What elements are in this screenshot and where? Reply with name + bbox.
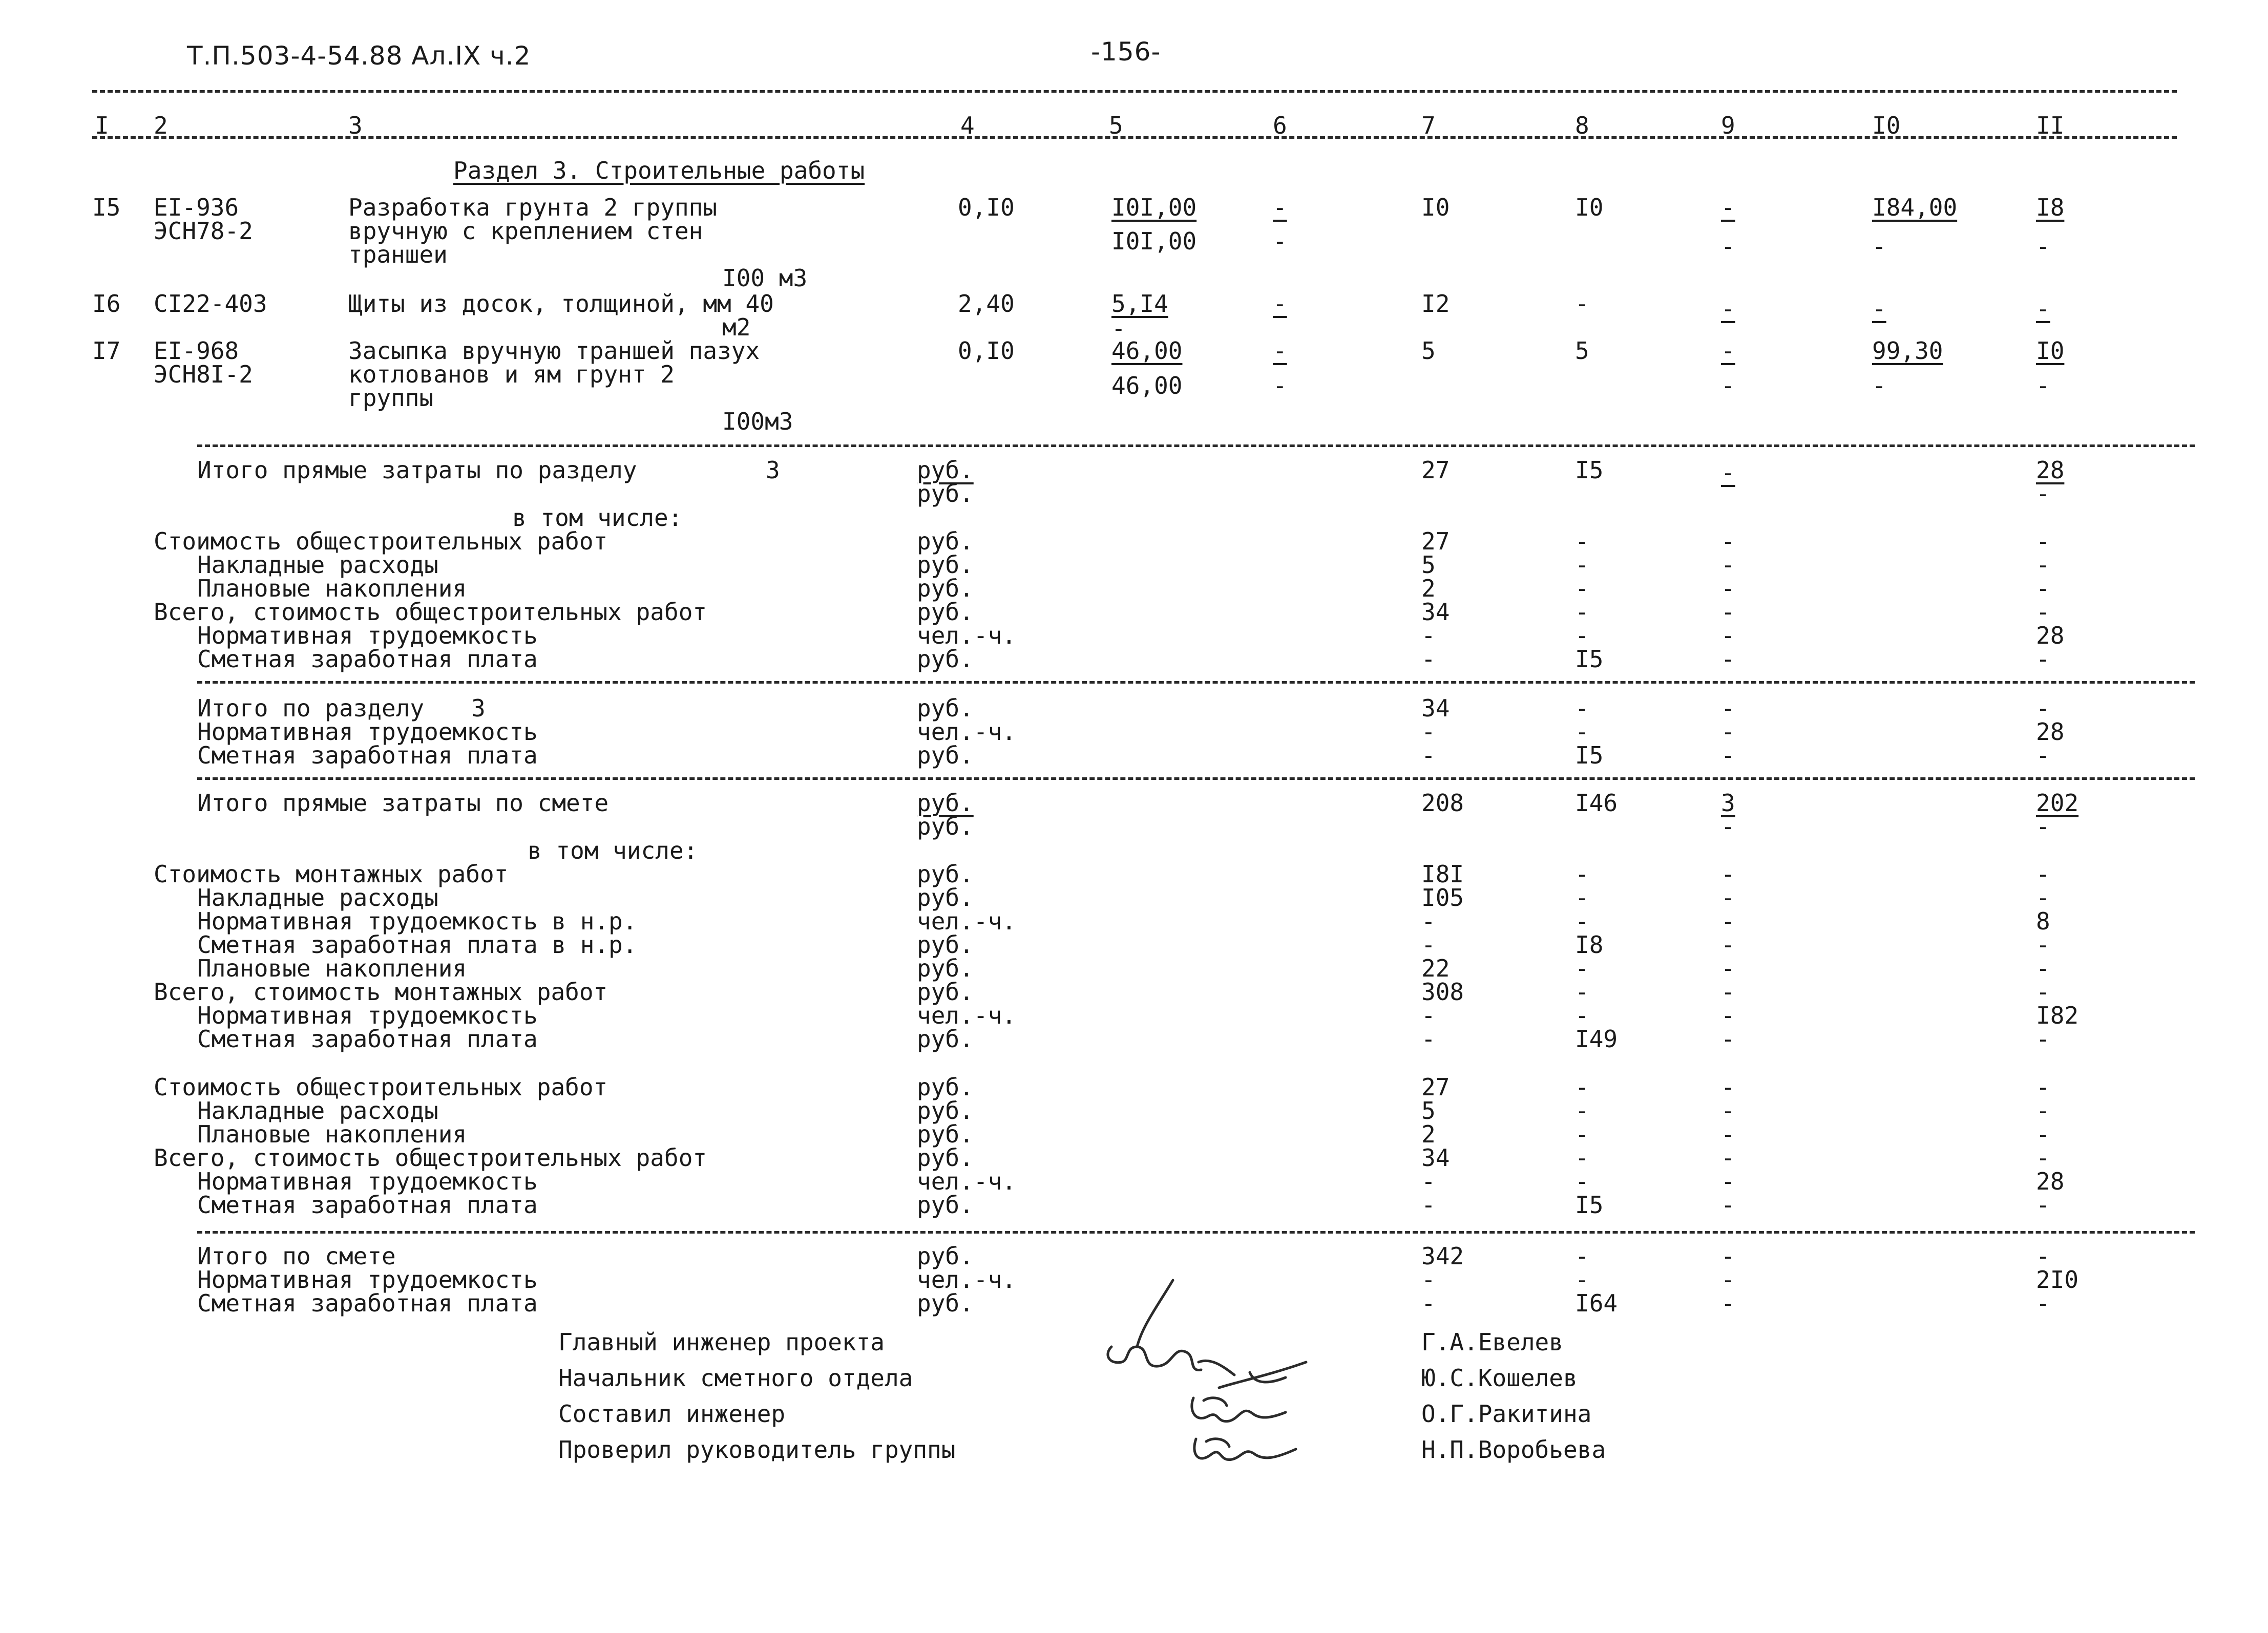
row-quantity: 2,40 bbox=[958, 290, 1015, 317]
summary-value: - bbox=[2036, 741, 2050, 769]
signatory-name: О.Г.Ракитина bbox=[1421, 1400, 1592, 1428]
row-description: котлованов и ям грунт 2 bbox=[348, 360, 675, 388]
divider bbox=[92, 136, 2177, 139]
summary-value: - bbox=[1721, 598, 1735, 626]
line-label: Стоимость общестроительных работ bbox=[154, 527, 608, 555]
line-label: Сметная заработная плата bbox=[197, 1289, 538, 1317]
including-label: в том числе: bbox=[512, 504, 683, 532]
handwritten-signatures bbox=[1101, 1270, 1378, 1485]
unit-label: руб. bbox=[917, 860, 974, 888]
divider bbox=[92, 90, 2177, 93]
cell-col8: I0 bbox=[1575, 194, 1604, 221]
summary-value: - bbox=[2036, 1097, 2050, 1125]
summary-value: - bbox=[2036, 480, 2050, 507]
summary-section-number: 3 bbox=[471, 694, 486, 722]
summary-value: - bbox=[1721, 551, 1735, 579]
summary-value: - bbox=[1575, 598, 1589, 626]
summary-value: - bbox=[1575, 551, 1589, 579]
summary-value: 28 bbox=[2036, 456, 2065, 484]
unit-label: руб. bbox=[917, 1097, 974, 1125]
row-description: группы bbox=[348, 384, 434, 412]
summary-value: - bbox=[2036, 527, 2050, 555]
summary-value: - bbox=[1575, 907, 1589, 935]
summary-value: - bbox=[1721, 1120, 1735, 1148]
signature-stroke bbox=[1199, 1361, 1234, 1375]
row-description: траншеи bbox=[348, 241, 448, 268]
cell-col6: - bbox=[1273, 372, 1287, 399]
section-title: Раздел 3. Строительные работы bbox=[453, 157, 865, 184]
unit-label: руб. bbox=[917, 813, 974, 840]
cell-col10: I84,00 bbox=[1872, 194, 1958, 221]
summary-value: 5 bbox=[1421, 551, 1436, 579]
cell-col7: I0 bbox=[1421, 194, 1450, 221]
line-label: Сметная заработная плата bbox=[197, 1025, 538, 1053]
column-number: 7 bbox=[1421, 112, 1436, 139]
cell-col9: - bbox=[1721, 372, 1735, 399]
line-label: Нормативная трудоемкость bbox=[197, 718, 538, 746]
summary-value: - bbox=[1721, 718, 1735, 746]
summary-value: - bbox=[1721, 527, 1735, 555]
row-description: Щиты из досок, толщиной, мм 40 bbox=[348, 290, 774, 317]
unit-label: чел.-ч. bbox=[917, 1266, 1016, 1293]
column-number: 3 bbox=[348, 112, 363, 139]
summary-value: - bbox=[2036, 694, 2050, 722]
line-label: Плановые накопления bbox=[197, 575, 467, 602]
summary-value: 208 bbox=[1421, 789, 1464, 817]
page-number: -156- bbox=[1091, 37, 1161, 67]
summary-value: - bbox=[1721, 1144, 1735, 1172]
summary-value: 28 bbox=[2036, 718, 2065, 746]
summary-value: - bbox=[1421, 1168, 1436, 1195]
summary-value: - bbox=[1421, 1191, 1436, 1219]
unit-label: руб. bbox=[917, 645, 974, 673]
line-label: Сметная заработная плата bbox=[197, 741, 538, 769]
summary-value: - bbox=[1721, 1002, 1735, 1029]
row-quantity: 0,I0 bbox=[958, 194, 1015, 221]
summary-section-number: 3 bbox=[766, 456, 780, 484]
line-label: Стоимость общестроительных работ bbox=[154, 1073, 608, 1101]
cell-col10: - bbox=[1872, 372, 1886, 399]
cell-col11: - bbox=[2036, 372, 2050, 399]
unit-label: руб. bbox=[917, 1144, 974, 1172]
line-label: Нормативная трудоемкость bbox=[197, 1168, 538, 1195]
cell-col6: - bbox=[1273, 194, 1287, 221]
signature-stroke bbox=[1206, 1439, 1229, 1447]
summary-value: - bbox=[1421, 718, 1436, 746]
summary-value: - bbox=[2036, 1144, 2050, 1172]
summary-value: 2 bbox=[1421, 575, 1436, 602]
unit-price-wage: - bbox=[1111, 314, 1126, 342]
column-number: I bbox=[95, 112, 109, 139]
summary-value: - bbox=[1721, 1289, 1735, 1317]
summary-value: I5 bbox=[1575, 1191, 1604, 1219]
line-label: Накладные расходы bbox=[197, 551, 438, 579]
summary-value: - bbox=[1575, 978, 1589, 1006]
divider bbox=[197, 1231, 2195, 1234]
summary-value: 27 bbox=[1421, 1073, 1450, 1101]
summary-value: - bbox=[1575, 718, 1589, 746]
summary-title: Итого прямые затраты по разделу bbox=[197, 456, 637, 484]
summary-value: 308 bbox=[1421, 978, 1464, 1006]
summary-value: - bbox=[1575, 1144, 1589, 1172]
summary-value: - bbox=[1721, 884, 1735, 911]
summary-value: - bbox=[2036, 931, 2050, 959]
cell-col11: - bbox=[2036, 295, 2050, 323]
summary-value: - bbox=[1575, 955, 1589, 982]
summary-value: - bbox=[1575, 527, 1589, 555]
summary-value: - bbox=[2036, 884, 2050, 911]
summary-value: I5 bbox=[1575, 456, 1604, 484]
summary-value: - bbox=[1721, 741, 1735, 769]
line-label: Плановые накопления bbox=[197, 955, 467, 982]
summary-value: - bbox=[1721, 1073, 1735, 1101]
unit-label: руб. bbox=[917, 527, 974, 555]
unit-price: I0I,00 bbox=[1111, 194, 1197, 221]
summary-title: Итого прямые затраты по смете bbox=[197, 789, 609, 817]
cell-col7: 5 bbox=[1421, 337, 1436, 365]
summary-value: 5 bbox=[1421, 1097, 1436, 1125]
unit-label: руб. bbox=[917, 1242, 974, 1270]
summary-title: Итого по смете bbox=[197, 1242, 396, 1270]
line-label: Нормативная трудоемкость bbox=[197, 622, 538, 649]
summary-value: - bbox=[1421, 1266, 1436, 1293]
divider bbox=[197, 681, 2195, 684]
summary-value: - bbox=[2036, 1073, 2050, 1101]
summary-value: - bbox=[1421, 907, 1436, 935]
summary-value: - bbox=[1575, 1266, 1589, 1293]
summary-value: - bbox=[1421, 1289, 1436, 1317]
unit-label: чел.-ч. bbox=[917, 907, 1016, 935]
cell-col6: - bbox=[1273, 227, 1287, 255]
cell-col11: I8 bbox=[2036, 194, 2065, 221]
summary-value: 34 bbox=[1421, 1144, 1450, 1172]
summary-value: - bbox=[2036, 1191, 2050, 1219]
summary-value: I82 bbox=[2036, 1002, 2079, 1029]
unit-label: руб. bbox=[917, 1120, 974, 1148]
column-number: 8 bbox=[1575, 112, 1589, 139]
cell-col6: - bbox=[1273, 337, 1287, 365]
summary-value: - bbox=[2036, 860, 2050, 888]
unit-label: руб. bbox=[917, 955, 974, 982]
line-label: Сметная заработная плата bbox=[197, 1191, 538, 1219]
line-label: Всего, стоимость монтажных работ bbox=[154, 978, 608, 1006]
summary-value: - bbox=[1575, 694, 1589, 722]
cell-col9: - bbox=[1721, 295, 1735, 323]
column-number: 2 bbox=[154, 112, 168, 139]
unit-label: руб. bbox=[917, 456, 974, 484]
summary-value: - bbox=[1575, 575, 1589, 602]
summary-value: - bbox=[1721, 694, 1735, 722]
line-label: Накладные расходы bbox=[197, 1097, 438, 1125]
cell-col11: - bbox=[2036, 232, 2050, 260]
summary-value: - bbox=[1721, 1168, 1735, 1195]
cell-col10: 99,30 bbox=[1872, 337, 1943, 365]
summary-value: - bbox=[1421, 931, 1436, 959]
row-description: вручную с креплением стен bbox=[348, 217, 703, 245]
summary-value: 27 bbox=[1421, 456, 1450, 484]
line-label: Плановые накопления bbox=[197, 1120, 467, 1148]
summary-value: - bbox=[1721, 931, 1735, 959]
summary-value: I5 bbox=[1575, 741, 1604, 769]
line-label: Стоимость монтажных работ bbox=[154, 860, 509, 888]
summary-value: - bbox=[2036, 1025, 2050, 1053]
summary-value: - bbox=[1721, 622, 1735, 649]
unit-label: чел.-ч. bbox=[917, 1168, 1016, 1195]
cell-col9: - bbox=[1721, 232, 1735, 260]
unit-label: чел.-ч. bbox=[917, 718, 1016, 746]
summary-value: I8 bbox=[1575, 931, 1604, 959]
summary-value: - bbox=[2036, 955, 2050, 982]
summary-value: - bbox=[1575, 1242, 1589, 1270]
summary-value: - bbox=[1721, 860, 1735, 888]
summary-value: 28 bbox=[2036, 1168, 2065, 1195]
norm-code: ЭСН78-2 bbox=[154, 217, 253, 245]
unit-label: руб. bbox=[917, 575, 974, 602]
summary-value: - bbox=[1721, 575, 1735, 602]
summary-value: 27 bbox=[1421, 527, 1450, 555]
line-label: Сметная заработная плата bbox=[197, 645, 538, 673]
summary-value: - bbox=[1575, 1168, 1589, 1195]
unit-label: руб. bbox=[917, 884, 974, 911]
summary-value: 202 bbox=[2036, 789, 2079, 817]
signatory-role: Проверил руководитель группы bbox=[558, 1436, 956, 1464]
norm-code: EI-968 bbox=[154, 337, 239, 365]
line-label: Накладные расходы bbox=[197, 884, 438, 911]
summary-value: I49 bbox=[1575, 1025, 1618, 1053]
summary-value: 3 bbox=[1721, 789, 1735, 817]
unit-label: руб. bbox=[917, 789, 974, 817]
summary-value: - bbox=[2036, 978, 2050, 1006]
summary-value: - bbox=[2036, 1289, 2050, 1317]
summary-value: - bbox=[1721, 907, 1735, 935]
column-number: 5 bbox=[1109, 112, 1123, 139]
document-reference: Т.П.503-4-54.88 Ал.IX ч.2 bbox=[187, 41, 531, 71]
unit-price-wage: I0I,00 bbox=[1111, 227, 1197, 255]
summary-value: - bbox=[2036, 551, 2050, 579]
unit-label: руб. bbox=[917, 978, 974, 1006]
row-number: I7 bbox=[92, 337, 121, 365]
unit-label: руб. bbox=[917, 694, 974, 722]
row-unit: I00 м3 bbox=[722, 264, 808, 292]
summary-value: 28 bbox=[2036, 622, 2065, 649]
row-description: Разработка грунта 2 группы bbox=[348, 194, 718, 221]
summary-value: - bbox=[1721, 1242, 1735, 1270]
summary-value: - bbox=[1721, 1025, 1735, 1053]
cell-col10: - bbox=[1872, 232, 1886, 260]
cell-col10: - bbox=[1872, 295, 1886, 323]
cell-col8: 5 bbox=[1575, 337, 1589, 365]
summary-value: - bbox=[1721, 978, 1735, 1006]
signatory-role: Составил инженер bbox=[558, 1400, 786, 1428]
summary-value: I8I bbox=[1421, 860, 1464, 888]
line-label: Нормативная трудоемкость в н.р. bbox=[197, 907, 637, 935]
summary-value: - bbox=[2036, 598, 2050, 626]
summary-value: - bbox=[2036, 813, 2050, 840]
unit-label: руб. bbox=[917, 741, 974, 769]
summary-value: 2I0 bbox=[2036, 1266, 2079, 1293]
summary-value: I05 bbox=[1421, 884, 1464, 911]
signatory-name: Ю.С.Кошелев bbox=[1421, 1364, 1578, 1392]
cell-col7: I2 bbox=[1421, 290, 1450, 317]
summary-value: 34 bbox=[1421, 598, 1450, 626]
norm-code: ЭСН8I-2 bbox=[154, 360, 253, 388]
summary-value: - bbox=[1575, 1002, 1589, 1029]
column-number: 9 bbox=[1721, 112, 1735, 139]
summary-value: - bbox=[1575, 1120, 1589, 1148]
summary-value: I46 bbox=[1575, 789, 1618, 817]
unit-label: чел.-ч. bbox=[917, 622, 1016, 649]
summary-value: - bbox=[1721, 1266, 1735, 1293]
unit-price: 46,00 bbox=[1111, 337, 1183, 365]
column-number: 6 bbox=[1273, 112, 1287, 139]
summary-value: - bbox=[1721, 813, 1735, 840]
summary-value: 8 bbox=[2036, 907, 2050, 935]
unit-price: 5,I4 bbox=[1111, 290, 1168, 317]
row-unit: I00м3 bbox=[722, 408, 793, 435]
summary-value: 2 bbox=[1421, 1120, 1436, 1148]
signatory-name: Н.П.Воробьева bbox=[1421, 1436, 1606, 1464]
summary-value: I64 bbox=[1575, 1289, 1618, 1317]
summary-value: - bbox=[2036, 1120, 2050, 1148]
unit-label: руб. bbox=[917, 1191, 974, 1219]
summary-value: 342 bbox=[1421, 1242, 1464, 1270]
summary-value: - bbox=[1721, 955, 1735, 982]
cell-col9: - bbox=[1721, 337, 1735, 365]
unit-label: руб. bbox=[917, 480, 974, 507]
summary-value: - bbox=[1721, 1097, 1735, 1125]
unit-label: руб. bbox=[917, 1025, 974, 1053]
summary-value: - bbox=[2036, 1242, 2050, 1270]
unit-label: руб. bbox=[917, 1289, 974, 1317]
signatory-role: Начальник сметного отдела bbox=[558, 1364, 913, 1392]
line-label: Нормативная трудоемкость bbox=[197, 1266, 538, 1293]
row-number: I5 bbox=[92, 194, 121, 221]
summary-value: - bbox=[2036, 575, 2050, 602]
summary-title: Итого по разделу bbox=[197, 694, 425, 722]
column-number: II bbox=[2036, 112, 2065, 139]
summary-value: - bbox=[1575, 860, 1589, 888]
summary-value: - bbox=[1575, 1097, 1589, 1125]
summary-value: - bbox=[1575, 622, 1589, 649]
summary-value: - bbox=[1421, 1002, 1436, 1029]
unit-label: руб. bbox=[917, 931, 974, 959]
summary-value: - bbox=[1421, 1025, 1436, 1053]
norm-code: СI22-403 bbox=[154, 290, 267, 317]
signature-stroke bbox=[1194, 1439, 1296, 1460]
signature-stroke bbox=[1108, 1347, 1201, 1370]
signature-stroke bbox=[1137, 1280, 1173, 1347]
row-unit: м2 bbox=[722, 313, 751, 341]
line-label: Всего, стоимость общестроительных работ bbox=[154, 1144, 707, 1172]
summary-value: 22 bbox=[1421, 955, 1450, 982]
divider bbox=[197, 444, 2195, 447]
summary-value: 34 bbox=[1421, 694, 1450, 722]
signatory-name: Г.А.Евелев bbox=[1421, 1328, 1563, 1356]
summary-value: - bbox=[1721, 645, 1735, 673]
signature-stroke bbox=[1204, 1398, 1227, 1406]
column-number: I0 bbox=[1872, 112, 1901, 139]
row-quantity: 0,I0 bbox=[958, 337, 1015, 365]
divider bbox=[197, 777, 2195, 780]
unit-price-wage: 46,00 bbox=[1111, 372, 1183, 399]
line-label: Нормативная трудоемкость bbox=[197, 1002, 538, 1029]
summary-value: I5 bbox=[1575, 645, 1604, 673]
cell-col8: - bbox=[1575, 290, 1589, 317]
row-number: I6 bbox=[92, 290, 121, 317]
unit-label: руб. bbox=[917, 1073, 974, 1101]
signature-stroke bbox=[1192, 1398, 1286, 1422]
line-label: Всего, стоимость общестроительных работ bbox=[154, 598, 707, 626]
unit-label: чел.-ч. bbox=[917, 1002, 1016, 1029]
cell-col6: - bbox=[1273, 290, 1287, 317]
signature-stroke bbox=[1219, 1362, 1306, 1388]
norm-code: EI-936 bbox=[154, 194, 239, 221]
column-number: 4 bbox=[960, 112, 975, 139]
unit-label: руб. bbox=[917, 551, 974, 579]
summary-value: - bbox=[1421, 645, 1436, 673]
summary-value: - bbox=[1721, 1191, 1735, 1219]
summary-value: - bbox=[2036, 645, 2050, 673]
row-description: Засыпка вручную траншей пазух bbox=[348, 337, 760, 365]
unit-label: руб. bbox=[917, 598, 974, 626]
cell-col9: - bbox=[1721, 194, 1735, 221]
line-label: Сметная заработная плата в н.р. bbox=[197, 931, 637, 959]
summary-value: - bbox=[1575, 1073, 1589, 1101]
summary-value: - bbox=[1421, 741, 1436, 769]
summary-value: - bbox=[1421, 622, 1436, 649]
signatory-role: Главный инженер проекта bbox=[558, 1328, 885, 1356]
including-label: в том числе: bbox=[528, 837, 698, 864]
summary-value: - bbox=[1721, 459, 1735, 486]
summary-value: - bbox=[1575, 884, 1589, 911]
cell-col11: I0 bbox=[2036, 337, 2065, 365]
